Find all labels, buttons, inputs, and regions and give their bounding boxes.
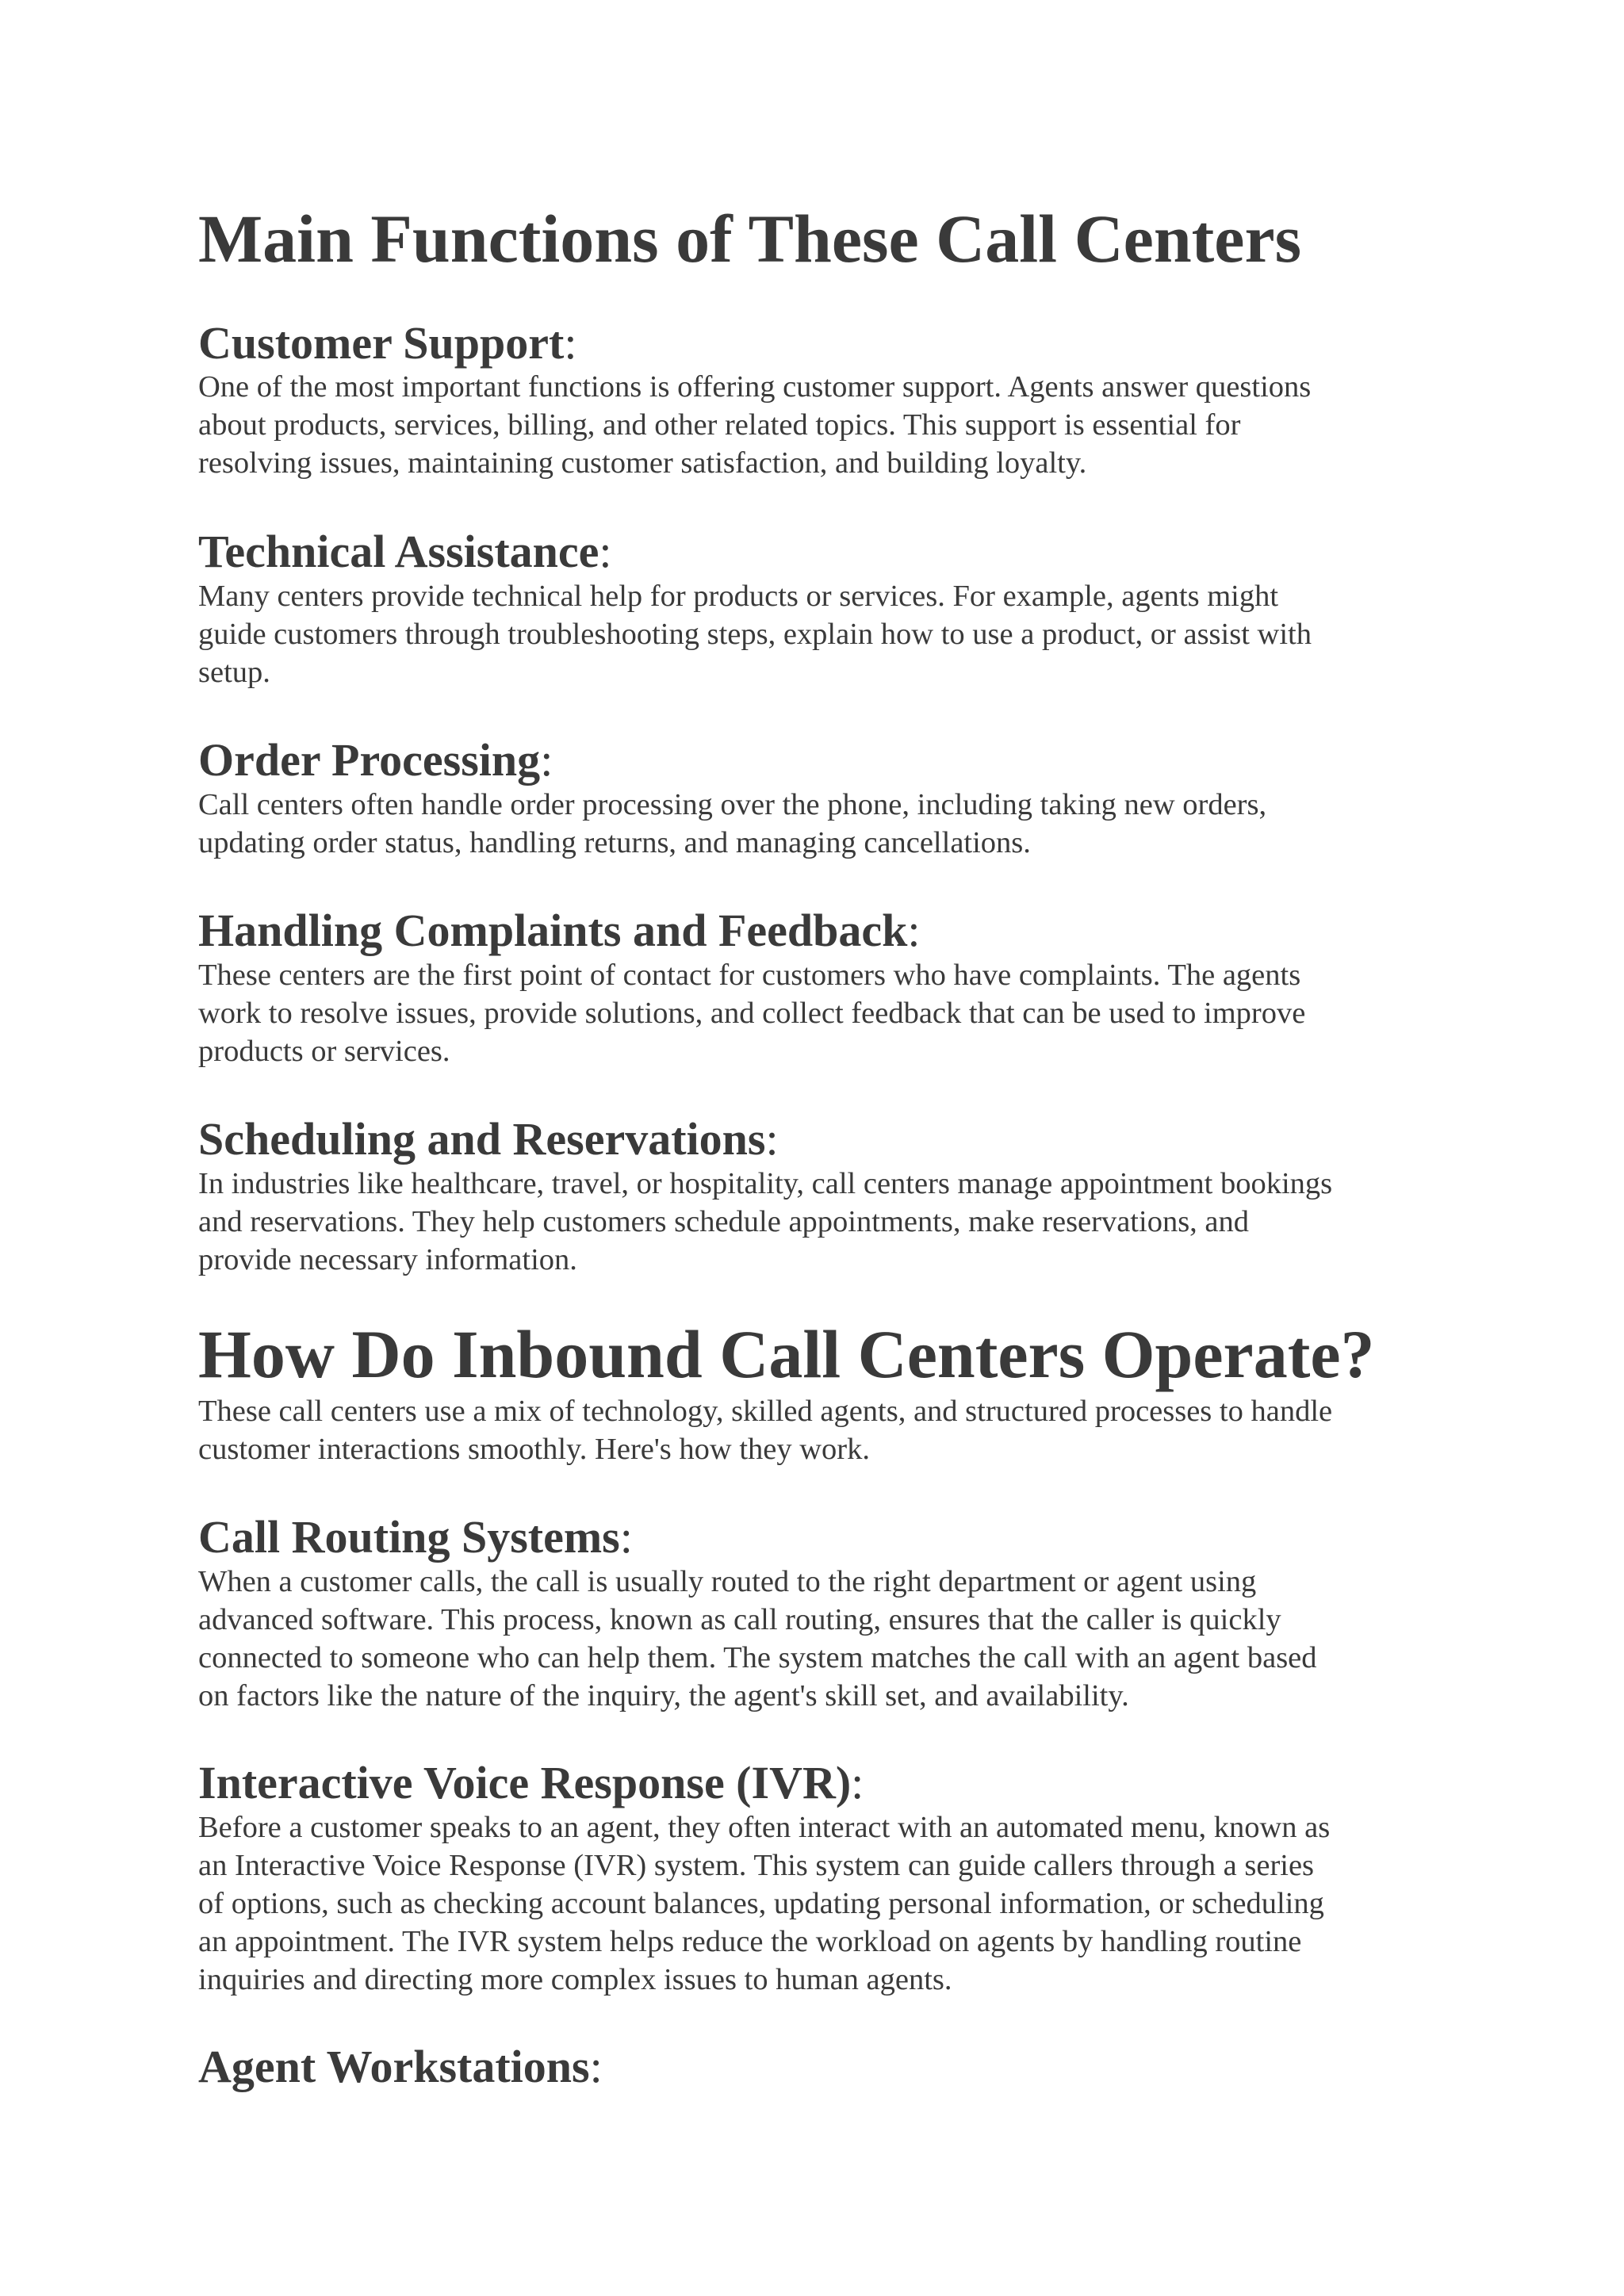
paragraph-line: inquiries and directing more complex issues to human agents. [198, 1963, 952, 1996]
heading-colon: : [564, 317, 577, 369]
paragraph [198, 1563, 1435, 1715]
paragraph-line: Call centers often handle order processing over the phone, including taking new orders, [198, 788, 1267, 821]
section-call-routing-body [198, 1563, 1435, 1715]
paragraph-line: customer interactions smoothly. Here's how they work. [198, 1433, 870, 1466]
section-heading-text: Handling Complaints and Feedback [198, 905, 908, 956]
paragraph-line: provide necessary information. [198, 1243, 577, 1276]
paragraph-line: products or services. [198, 1035, 450, 1068]
paragraph-line: resolving issues, maintaining customer satisfaction, and building loyalty. [198, 446, 1087, 480]
paragraph-line: These centers are the first point of contact for customers who have complaints. The agents [198, 959, 1301, 992]
section-heading-text: Interactive Voice Response (IVR) [198, 1757, 852, 1808]
section-order-processing-body [198, 786, 1435, 862]
paragraph-line: about products, services, billing, and other related topics. This support is essential for [198, 408, 1241, 442]
main-heading-block [198, 201, 1435, 277]
heading-colon: : [540, 734, 553, 786]
heading-colon: : [907, 905, 921, 956]
section-agent-workstations [198, 2041, 1435, 2092]
heading-colon: : [765, 1113, 779, 1165]
paragraph-line: updating order status, handling returns, and managing cancellations. [198, 826, 1031, 859]
paragraph [198, 1165, 1435, 1279]
section-call-routing [198, 1511, 1435, 1563]
paragraph [198, 1392, 1435, 1468]
section-technical-assistance-body [198, 577, 1435, 691]
paragraph-line: In industries like healthcare, travel, or hospitality, call centers manage appointment bookings [198, 1167, 1333, 1200]
paragraph [198, 956, 1435, 1070]
section-heading-text: Customer Support [198, 317, 565, 369]
heading-colon: : [589, 2041, 603, 2092]
section-complaints-feedback [198, 905, 1435, 956]
paragraph [198, 786, 1435, 862]
paragraph [198, 368, 1435, 482]
section-order-processing [198, 734, 1435, 786]
section-heading-text: Order Processing [198, 734, 541, 786]
paragraph-line: and reservations. They help customers schedule appointments, make reservations, and [198, 1205, 1250, 1238]
paragraph-line: These call centers use a mix of technology, skilled agents, and structured processes to handle [198, 1395, 1333, 1428]
paragraph-line: guide customers through troubleshooting steps, explain how to use a product, or assist with [198, 618, 1312, 651]
section-heading [198, 1113, 1435, 1165]
paragraph [198, 1808, 1435, 1999]
paragraph-line: advanced software. This process, known as call routing, ensures that the caller is quickly [198, 1603, 1281, 1636]
section-ivr-body [198, 1808, 1435, 1999]
section-heading-text: Scheduling and Reservations [198, 1113, 766, 1165]
paragraph-line: Before a customer speaks to an agent, they often interact with an automated menu, known as [198, 1811, 1331, 1844]
operate-heading: How Do Inbound Call Centers Operate? [198, 1316, 1375, 1392]
section-scheduling-reservations-body [198, 1165, 1435, 1279]
paragraph-line: When a customer calls, the call is usually routed to the right department or agent using [198, 1565, 1257, 1598]
section-heading [198, 1757, 1435, 1808]
section-technical-assistance [198, 526, 1435, 577]
heading-colon: : [599, 526, 612, 577]
paragraph [198, 577, 1435, 691]
section-heading [198, 905, 1435, 956]
section-heading [198, 1511, 1435, 1563]
paragraph-line: an appointment. The IVR system helps reduce the workload on agents by handling routine [198, 1925, 1302, 1958]
section-customer-support [198, 317, 1435, 369]
section-scheduling-reservations [198, 1113, 1435, 1165]
section-heading [198, 2041, 1435, 2092]
paragraph-line: on factors like the nature of the inquiry, the agent's skill set, and availability. [198, 1679, 1129, 1712]
section-customer-support-body [198, 368, 1435, 482]
paragraph-line: Many centers provide technical help for products or services. For example, agents might [198, 580, 1279, 613]
main-heading: Main Functions of These Call Centers [198, 201, 1302, 277]
section-heading-text: Agent Workstations [198, 2041, 590, 2092]
paragraph-line: setup. [198, 656, 270, 689]
section-heading-text: Call Routing Systems [198, 1511, 620, 1563]
section-heading [198, 317, 1435, 369]
section-heading [198, 526, 1435, 577]
paragraph-line: work to resolve issues, provide solutions, and collect feedback that can be used to improve [198, 997, 1306, 1030]
operate-heading-block [198, 1316, 1435, 1392]
paragraph-line: of options, such as checking account balances, updating personal information, or scheduling [198, 1887, 1324, 1920]
heading-colon: : [619, 1511, 633, 1563]
operate-intro-body [198, 1392, 1435, 1468]
section-ivr [198, 1757, 1435, 1808]
section-complaints-feedback-body [198, 956, 1435, 1070]
paragraph-line: connected to someone who can help them. The system matches the call with an agent based [198, 1641, 1317, 1674]
paragraph-line: an Interactive Voice Response (IVR) system. This system can guide callers through a series [198, 1849, 1315, 1882]
heading-colon: : [851, 1757, 864, 1808]
paragraph-line: One of the most important functions is offering customer support. Agents answer questions [198, 370, 1312, 404]
section-heading-text: Technical Assistance [198, 526, 599, 577]
section-heading [198, 734, 1435, 786]
